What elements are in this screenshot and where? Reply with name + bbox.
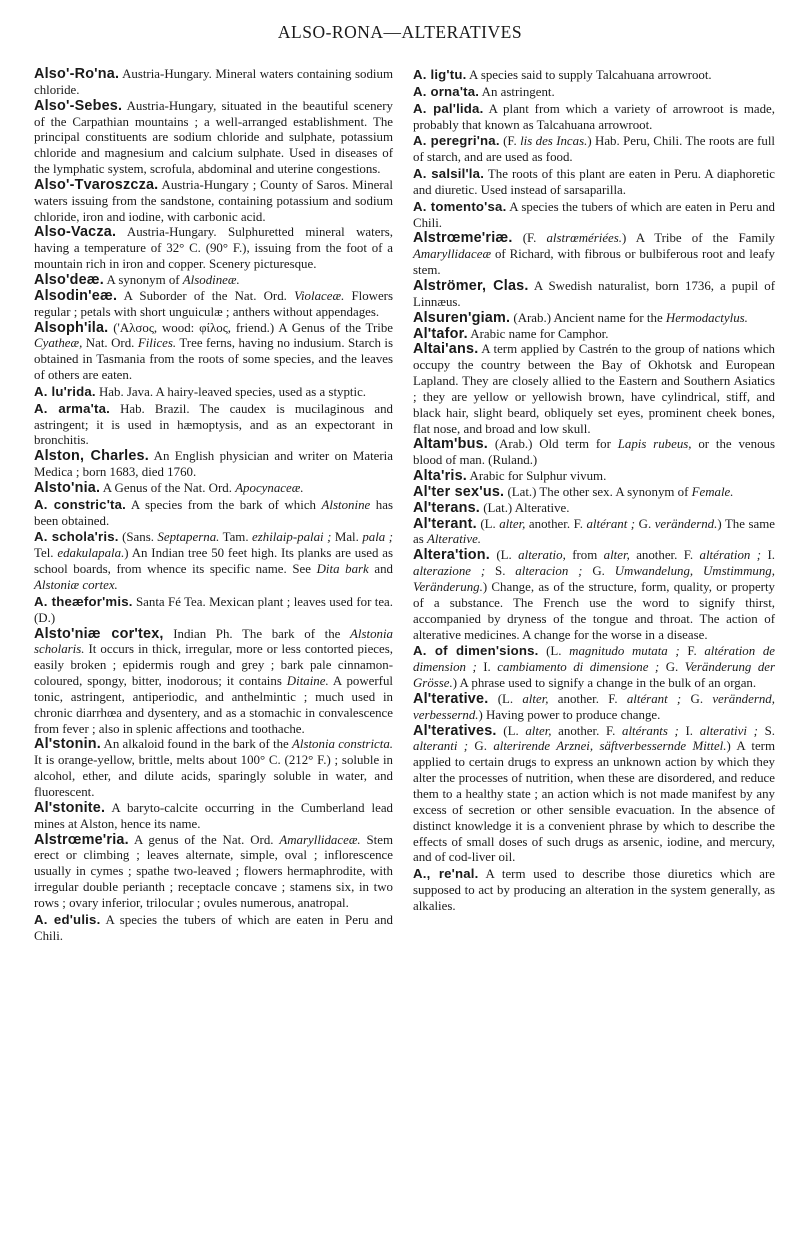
entry-headword: A. tomento'sa. xyxy=(413,198,507,214)
entry-headword: Altam'bus. xyxy=(413,436,488,453)
running-head: ALSO-RONA—ALTERATIVES xyxy=(277,22,523,42)
entry-definition: A Swedish naturalist, born 1736, a pupil of Linnæus. xyxy=(413,278,775,309)
dictionary-entry xyxy=(34,737,393,800)
subentry xyxy=(413,101,775,134)
subentry xyxy=(413,643,775,692)
dictionary-entry xyxy=(413,342,775,437)
dictionary-entry xyxy=(34,449,393,481)
subentry xyxy=(34,912,393,945)
entry-definition: (Arab.) Old term for Lapis rubeus, or the venous blood of man. (Ruland.) xyxy=(413,437,775,468)
entry-headword: Also'-Tvaroszcza. xyxy=(34,176,159,193)
entry-definition: A species said to supply Talcahuana arrowroot. xyxy=(466,68,712,82)
dictionary-entry xyxy=(34,801,393,833)
entry-definition: (L. alter, another. F. altérant ; G. verändernd, verbessernd.) Having power to produce change. xyxy=(413,691,775,722)
entry-headword: Al'teratives. xyxy=(413,722,497,739)
entry-definition: Austria-Hungary. Sulphuretted mineral waters, having a temperature of 32° C. (90° F.), issuing from the foot of a mountain rich in iron and copper. Scenery picturesque. xyxy=(34,225,393,272)
entry-headword: A. orna'ta. xyxy=(413,83,480,99)
subentry xyxy=(413,199,775,232)
entry-headword: Al'terans. xyxy=(413,499,481,516)
entry-definition: A species the tubers of which are eaten in Peru and Chili. xyxy=(34,912,393,943)
entry-definition: (Sans. Septaperna. Tam. ezhilaip-palai ; Mal. pala ; Tel. edakulapala.) An Indian tree 50 feet high. Its planks are used as school boards, from whence its specific name. See Dita bark and Alstoniæ cortex. xyxy=(34,530,394,592)
entry-headword: Al'stonin. xyxy=(34,736,101,753)
dictionary-entry xyxy=(413,501,775,517)
entry-definition: An alkaloid found in the bark of the Alstonia constricta. It is orange-yellow, brittle, melts about 100° C. (212° F.) ; soluble in alcohol, ether, and dilute acids, sparingly soluble in water, and fluorescent. xyxy=(34,737,393,799)
dictionary-entry xyxy=(413,231,775,279)
entry-definition: A genus of the Nat. Ord. Amaryllidaceæ. Stem erect or climbing ; leaves alternate, simple, oval ; inflorescence usually in cymes ; spathe two-leaved ; flowers hermaphrodite, with irregular double perianth ; receptacle concave ; stamens six, in two rows ; ovary inferior, trilocular ; ovules numerous, anatropal. xyxy=(34,832,393,910)
subentry xyxy=(34,497,393,530)
dictionary-entry xyxy=(34,289,393,321)
entry-headword: A. lig'tu. xyxy=(413,67,467,82)
entry-headword: Alsoph'ila. xyxy=(34,319,109,336)
entry-definition: A species from the bark of which Alstonine has been obtained. xyxy=(34,497,393,528)
entry-definition: Austria-Hungary ; County of Saros. Mineral waters issuing from the sandstone, containing potassium and sodium chloride, iron and iodine, with carbonic acid. xyxy=(34,177,393,224)
dictionary-entry xyxy=(413,279,775,311)
subentry xyxy=(413,133,775,166)
entry-definition: (F. lis des Incas.) Hab. Peru, Chili. The roots are full of starch, and are used as food. xyxy=(413,134,775,165)
entry-headword: A., re'nal. xyxy=(413,866,479,882)
entry-headword: A. schola'ris. xyxy=(34,529,119,545)
entry-headword: A. of dimen'sions. xyxy=(413,643,539,659)
dictionary-entry xyxy=(34,178,393,226)
entry-definition: Santa Fé Tea. Mexican plant ; leaves used for tea. (D.) xyxy=(34,594,393,625)
subentry xyxy=(34,384,393,401)
entry-definition: A Suborder of the Nat. Ord. Violaceæ. Flowers regular ; petals with short unguiculæ ; anthers without appendages. xyxy=(34,288,393,319)
entry-definition: Arabic for Sulphur vivum. xyxy=(467,469,607,484)
entry-definition: Austria-Hungary. Mineral waters containing sodium chloride. xyxy=(34,67,393,97)
entry-definition: ('Αλσος, wood: φίλος, friend.) A Genus of the Tribe Cyatheæ, Nat. Ord. Filices. Tree ferns, having no indusium. Starch is obtained in Tasmania from the roots of some species, and the leaves of others are eaten. xyxy=(34,320,394,383)
entry-headword: Al'stonite. xyxy=(34,799,106,816)
dictionary-entry xyxy=(413,548,775,643)
entry-headword: A. pal'lida. xyxy=(413,100,484,116)
entry-definition: Hab. Java. A hairy-leaved species, used as a styptic. xyxy=(95,384,367,399)
entry-headword: Alsuren'giam. xyxy=(413,309,511,326)
entry-definition: (Lat.) The other sex. A synonym of Female. xyxy=(504,484,734,499)
entry-headword: Altai'ans. xyxy=(413,341,479,358)
entry-headword: Alstrœme'riæ. xyxy=(413,230,513,247)
subentry xyxy=(413,166,775,199)
entry-definition: A Genus of the Nat. Ord. Apocynaceæ. xyxy=(100,480,304,495)
entry-definition: An English physician and writer on Materia Medica ; born 1683, died 1760. xyxy=(34,449,393,480)
entry-definition: An astringent. xyxy=(479,84,555,99)
right-column xyxy=(413,67,775,915)
entry-definition: (L. alteratio, from alter, another. F. altération ; I. alterazione ; S. alteracion ; G. Umwandelung, Umstimmung, Veränderung.) Change, as of the structure, form, quality, or property of a substance. The French use the word to signify thirst, accompanied by dryness of the tongue and throat. The action of alterative medicines. A change for the worse in a disease. xyxy=(413,548,775,642)
entry-headword: Al'tafor. xyxy=(413,325,468,342)
dictionary-entry xyxy=(413,485,775,501)
entry-headword: Alsto'nia. xyxy=(34,479,101,496)
entry-headword: Also'deæ. xyxy=(34,271,104,288)
entry-headword: Alston, Charles. xyxy=(34,448,149,465)
entry-definition: (L. magnitudo mutata ; F. altération de dimension ; I. cambiamento di dimensione ; G. Veränderung der Grösse.) A phrase used to signify a change in the bulk of an organ. xyxy=(413,644,776,691)
entry-definition: A baryto-calcite occurring in the Cumberland lead mines at Alston, hence its name. xyxy=(34,800,393,831)
left-column xyxy=(34,67,393,944)
entry-headword: Alstrœme'ria. xyxy=(34,831,129,848)
dictionary-entry xyxy=(413,311,775,327)
entry-definition: Austria-Hungary, situated in the beautiful scenery of the Carpathian mountains ; a well-arranged establishment. The principal constituents are sodium chloride and sulphate, potassium chloride and magnesium and calcium sulphate. Used in diseases of the lymphatic system, scrofula, abdominal and uterine congestions. xyxy=(34,98,393,177)
dictionary-entry xyxy=(413,724,775,867)
entry-definition: (F. alstrœmériées.) A Tribe of the Family Amaryllidaceæ of Richard, with fibrous or bulbiferous root and leafy stem. xyxy=(413,231,775,278)
entry-definition: Hab. Brazil. The caudex is mucilaginous and astringent; it is used in hæmoptysis, and as an expectorant in bronchitis. xyxy=(34,401,394,448)
entry-headword: A. constric'ta. xyxy=(34,496,127,512)
dictionary-entry xyxy=(413,327,775,343)
entry-definition: (Arab.) Ancient name for the Hermodactylus. xyxy=(510,310,748,325)
entry-definition: (Lat.) Alterative. xyxy=(480,500,570,515)
dictionary-entry xyxy=(413,469,775,485)
entry-headword: A. ed'ulis. xyxy=(34,911,101,927)
subentry xyxy=(34,594,393,627)
dictionary-entry xyxy=(34,273,393,289)
entry-definition: (L. alter, another. F. altérant ; G. verändernd.) The same as Alterative. xyxy=(413,516,775,547)
dictionary-entry xyxy=(413,517,775,549)
entry-definition: A species the tubers of which are eaten in Peru and Chili. xyxy=(413,199,775,230)
entry-definition: A plant from which a variety of arrowroot is made, probably that known as Talcahuana arrowroot. xyxy=(413,101,775,132)
entry-headword: Alsto'niæ cor'tex, xyxy=(34,625,164,642)
entry-definition: A term applied by Castrén to the group of nations which occupy the country between the Bay of Okhotsk and European Lapland. They are closely allied to the Eastern and Southern Asiatics ; they are yellow or yellowish brown, have cylindrical, stiff, and black hair, slight beard, obliquely set eyes, prominent cheek bones, flat nose, and broad and low skull. xyxy=(413,342,775,436)
entry-headword: Also'-Ro'na. xyxy=(34,66,120,82)
entry-headword: Al'ter sex'us. xyxy=(413,483,505,500)
entry-definition: Indian Ph. The bark of the Alstonia scholaris. It occurs in thick, irregular, more or less contorted pieces, easily broken ; epidermis rough and grey ; bark pale cinnamon-coloured, spongy, bitter, inodorous; it contains Ditaine. A powerful tonic, astringent, antiperiodic, and anthelmintic ; much used in chronic diarrhœa and dysentery, and as a stomachic in convalescence from fever ; also in splenic affections and toothache. xyxy=(34,626,393,736)
entry-definition: Arabic name for Camphor. xyxy=(467,326,609,341)
entry-headword: Altera'tion. xyxy=(413,547,490,564)
entry-definition: (L. alter, another. F. altérants ; I. alterativi ; S. alteranti ; G. alterirende Arznei, säftverbessernde Mittel.) A term applied to certain drugs to express an unknown action by which they alter the processes of nutrition, when these are disordered, and reduce them to a healthy state ; an action which is not made manifest by any excess of secretion or other sensible evacuation. In the absence of distinct knowledge it is a convenient phrase by which to describe the effects of small doses of such drugs as arsenic, iodine, and mercury, and of cod-liver oil. xyxy=(413,723,775,865)
dictionary-entry xyxy=(34,481,393,497)
subentry xyxy=(413,84,775,101)
dictionary-entry xyxy=(34,99,393,178)
dictionary-entry xyxy=(34,833,393,912)
entry-headword: Also'-Sebes. xyxy=(34,97,123,114)
subentry xyxy=(413,67,775,84)
entry-headword: Alsodin'eæ. xyxy=(34,287,118,304)
dictionary-entry xyxy=(34,321,393,384)
entry-headword: A. salsil'la. xyxy=(413,166,485,182)
entry-headword: Alta'ris. xyxy=(413,468,468,485)
entry-headword: A. peregri'na. xyxy=(413,133,500,149)
entry-headword: A. lu'rida. xyxy=(34,383,96,399)
entry-definition: A term used to describe those diuretics which are supposed to act by producing an alteration in the system generally, as alkalies. xyxy=(413,867,775,913)
entry-headword: Alströmer, Clas. xyxy=(413,277,529,294)
dictionary-entry xyxy=(413,437,775,469)
entry-definition: The roots of this plant are eaten in Peru. A diaphoretic and diuretic. Used instead of sarsaparilla. xyxy=(413,167,775,197)
dictionary-entry xyxy=(34,225,393,273)
entry-headword: A. arma'ta. xyxy=(34,400,110,416)
entry-headword: A. theæfor'mis. xyxy=(34,593,133,609)
entry-headword: Also-Vacza. xyxy=(34,224,117,241)
dictionary-entry xyxy=(413,692,775,724)
subentry xyxy=(34,401,393,450)
entry-headword: Al'terative. xyxy=(413,690,489,707)
dictionary-entry xyxy=(34,67,393,99)
entry-headword: Al'terant. xyxy=(413,515,477,532)
subentry xyxy=(34,529,393,593)
entry-definition: A synonym of Alsodineæ. xyxy=(104,272,240,287)
subentry xyxy=(413,866,775,915)
dictionary-entry xyxy=(34,627,393,738)
